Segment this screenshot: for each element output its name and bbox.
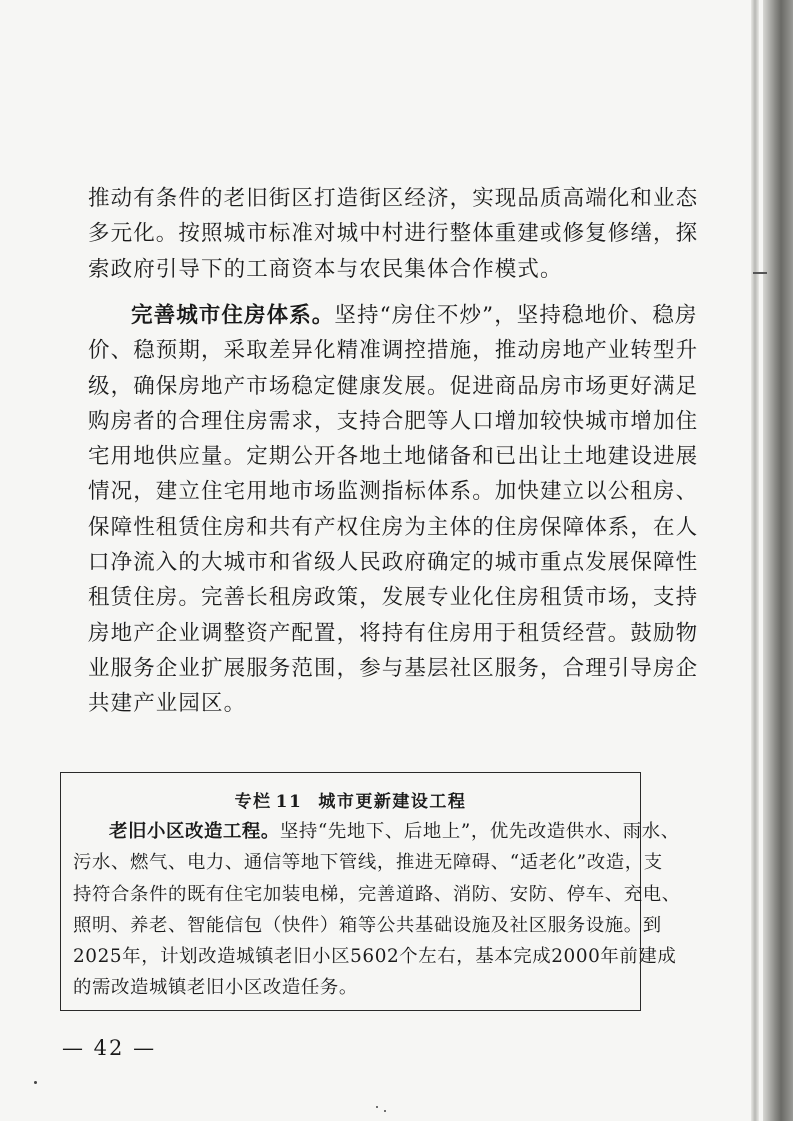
text-line: 共建产业园区。: [88, 691, 247, 717]
box-heading: 老旧小区改造工程。: [109, 821, 280, 842]
text-line: 宅用地供应量。定期公开各地土地储备和已出让土地建设进展: [88, 444, 699, 470]
text-span: 坚持“房住不炒”，坚持稳地价、稳房: [334, 303, 698, 328]
text-line: 多元化。按照城市标准对城中村进行整体重建或修复修缮，探: [88, 221, 699, 247]
text-line: 的需改造城镇老旧小区改造任务。: [73, 977, 358, 999]
box-title-number: 11: [275, 792, 303, 812]
text-line: 推动有条件的老旧街区打造街区经济，实现品质高端化和业态: [88, 186, 699, 211]
paragraph-street-economy: [88, 181, 699, 287]
text-line: [73, 816, 680, 847]
text-line: 价、稳预期，采取差异化精准调控措施，推动房地产业转型升: [88, 338, 699, 364]
text-line: 2025年，计划改造城镇老旧小区5602个左右，基本完成2000年前建成: [73, 946, 677, 968]
text-line: 房地产企业调整资产配置，将持有住房用于租赁经营。鼓励物: [88, 620, 699, 646]
text-line: 口净流入的大城市和省级人民政府确定的城市重点发展保障性: [88, 550, 699, 576]
text-line: 污水、燃气、电力、通信等地下管线，推进无障碍、“适老化”改造，支: [73, 852, 663, 874]
text-line: 租赁住房。完善长租房政策，发展专业化住房租赁市场，支持: [88, 585, 699, 611]
paragraph-housing-system: [88, 298, 699, 722]
text-line: [88, 298, 698, 333]
text-span: 坚持“先地下、后地上”，优先改造供水、雨水、: [279, 821, 680, 842]
box-title-text: 城市更新建设工程: [318, 792, 467, 812]
text-line: 索政府引导下的工商资本与农民集体合作模式。: [88, 256, 563, 282]
column-box-urban-renewal: [60, 772, 681, 1011]
paragraph-heading: 完善城市住房体系。: [131, 303, 335, 328]
text-line: 持符合条件的既有住宅加装电梯，完善道路、消防、安防、停车、充电、: [73, 883, 681, 905]
scan-edge-shadow: [751, 0, 759, 1121]
scan-speck: [384, 1110, 386, 1112]
text-line: 照明、养老、智能信包（快件）箱等公共基础设施及社区服务设施。到: [73, 914, 662, 936]
text-line: 情况，建立住宅用地市场监测指标体系。加快建立以公租房、: [88, 479, 699, 505]
scan-speck: [376, 1106, 378, 1108]
box-title: [61, 787, 640, 812]
text-line: 保障性租赁住房和共有产权住房为主体的住房保障体系，在人: [88, 514, 699, 540]
box-body: [73, 816, 681, 1004]
box-title-prefix: 专栏: [234, 792, 272, 812]
text-line: 购房者的合理住房需求，支持合肥等人口增加较快城市增加住: [88, 408, 699, 434]
scan-speck: [34, 1081, 37, 1084]
page-number: — 42 —: [62, 1036, 157, 1060]
text-line: 业服务企业扩展服务范围，参与基层社区服务，合理引导房企: [88, 655, 699, 681]
scan-edge: [763, 0, 793, 1121]
scan-edge-mark: [753, 272, 767, 274]
text-line: 级，确保房地产市场稳定健康发展。促进商品房市场更好满足: [88, 373, 699, 399]
